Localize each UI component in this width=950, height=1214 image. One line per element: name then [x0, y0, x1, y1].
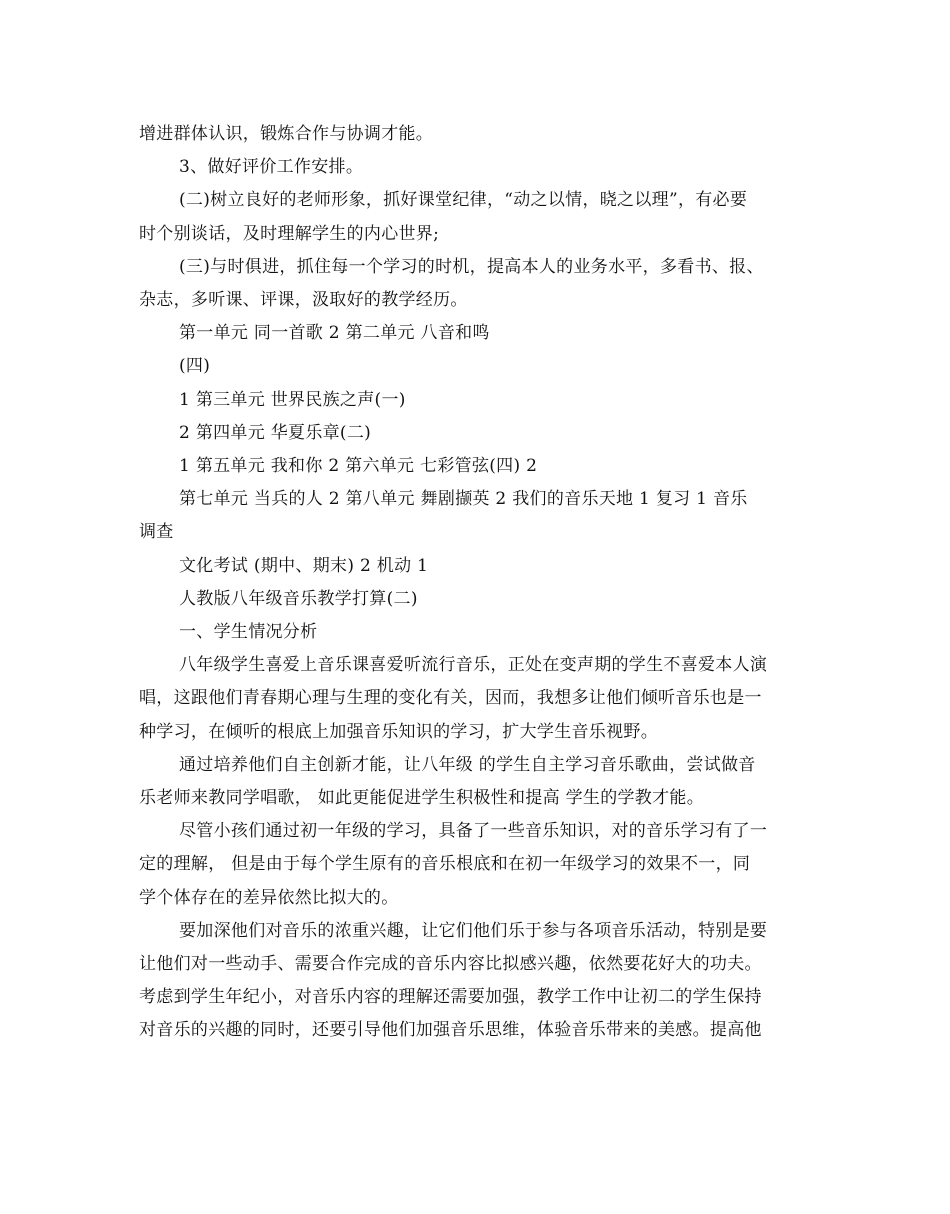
text-line: 乐老师来教同学唱歌， 如此更能促进学生积极性和提高 学生的学教才能。: [139, 788, 705, 809]
text-line: 对音乐的兴趣的同时，还要引导他们加强音乐思维，体验音乐带来的美感。提高他: [139, 1020, 762, 1041]
text-line: 让他们对一些动手、需要合作完成的音乐内容比拟感兴趣，依然要花好大的功夫。: [139, 954, 762, 975]
text-line: 增进群体认识，锻炼合作与协调才能。: [139, 124, 434, 144]
text-line: 通过培养他们自主创新才能，让八年级 的学生自主学习音乐歌曲，尝试做音: [179, 754, 756, 775]
text-line: 尽管小孩们通过初一年级的学习，具备了一些音乐知识，对的音乐学习有了一: [179, 821, 768, 842]
text-line: 3、做好评价工作安排。: [179, 157, 364, 178]
text-line: (四): [179, 356, 211, 377]
text-line: 人教版八年级音乐教学打算(二): [179, 588, 418, 609]
text-line: 调查: [139, 522, 174, 543]
text-line: 种学习，在倾听的根底上加强音乐知识的学习，扩大学生音乐视野。: [139, 721, 658, 742]
text-line: 2 第四单元 华夏乐章(二): [179, 422, 372, 443]
text-line: 1 第五单元 我和你 2 第六单元 七彩管弦(四) 2: [179, 456, 538, 477]
text-line: 八年级学生喜爱上音乐课喜爱听流行音乐，正处在变声期的学生不喜爱本人演: [179, 655, 768, 676]
text-line: (三)与时俱进，抓住每一个学习的时机，提高本人的业务水平，多看书、报、: [179, 256, 764, 277]
text-line: 定的理解， 但是由于每个学生原有的音乐根底和在初一年级学习的效果不一，同: [139, 854, 751, 875]
text-line: 要加深他们对音乐的浓重兴趣，让它们他们乐于参与各项音乐活动，特别是要: [179, 920, 768, 941]
text-line: 第一单元 同一首歌 2 第二单元 八音和鸣: [179, 323, 490, 344]
text-line: 考虑到学生年纪小，对音乐内容的理解还需要加强，教学工作中让初二的学生保持: [139, 987, 762, 1008]
text-line: 第七单元 当兵的人 2 第八单元 舞剧撷英 2 我们的音乐天地 1 复习 1 音乐: [179, 489, 748, 510]
text-line: 学个体存在的差异依然比拟大的。: [139, 887, 399, 908]
text-line: 杂志，多听课、评课，汲取好的教学经历。: [139, 290, 468, 311]
document-body: [139, 118, 811, 1048]
text-line: 一、学生情况分析: [179, 622, 318, 643]
text-line: (二)树立良好的老师形象，抓好课堂纪律，“动之以情，晓之以理”，有必要: [179, 190, 748, 211]
text-line: 1 第三单元 世界民族之声(一): [179, 389, 406, 410]
text-line: 时个别谈话，及时理解学生的内心世界;: [139, 223, 440, 244]
text-line: 唱，这跟他们青春期心理与生理的变化有关，因而，我想多让他们倾听音乐也是一: [139, 688, 762, 709]
text-line: 文化考试 (期中、期末) 2 机动 1: [179, 555, 429, 576]
